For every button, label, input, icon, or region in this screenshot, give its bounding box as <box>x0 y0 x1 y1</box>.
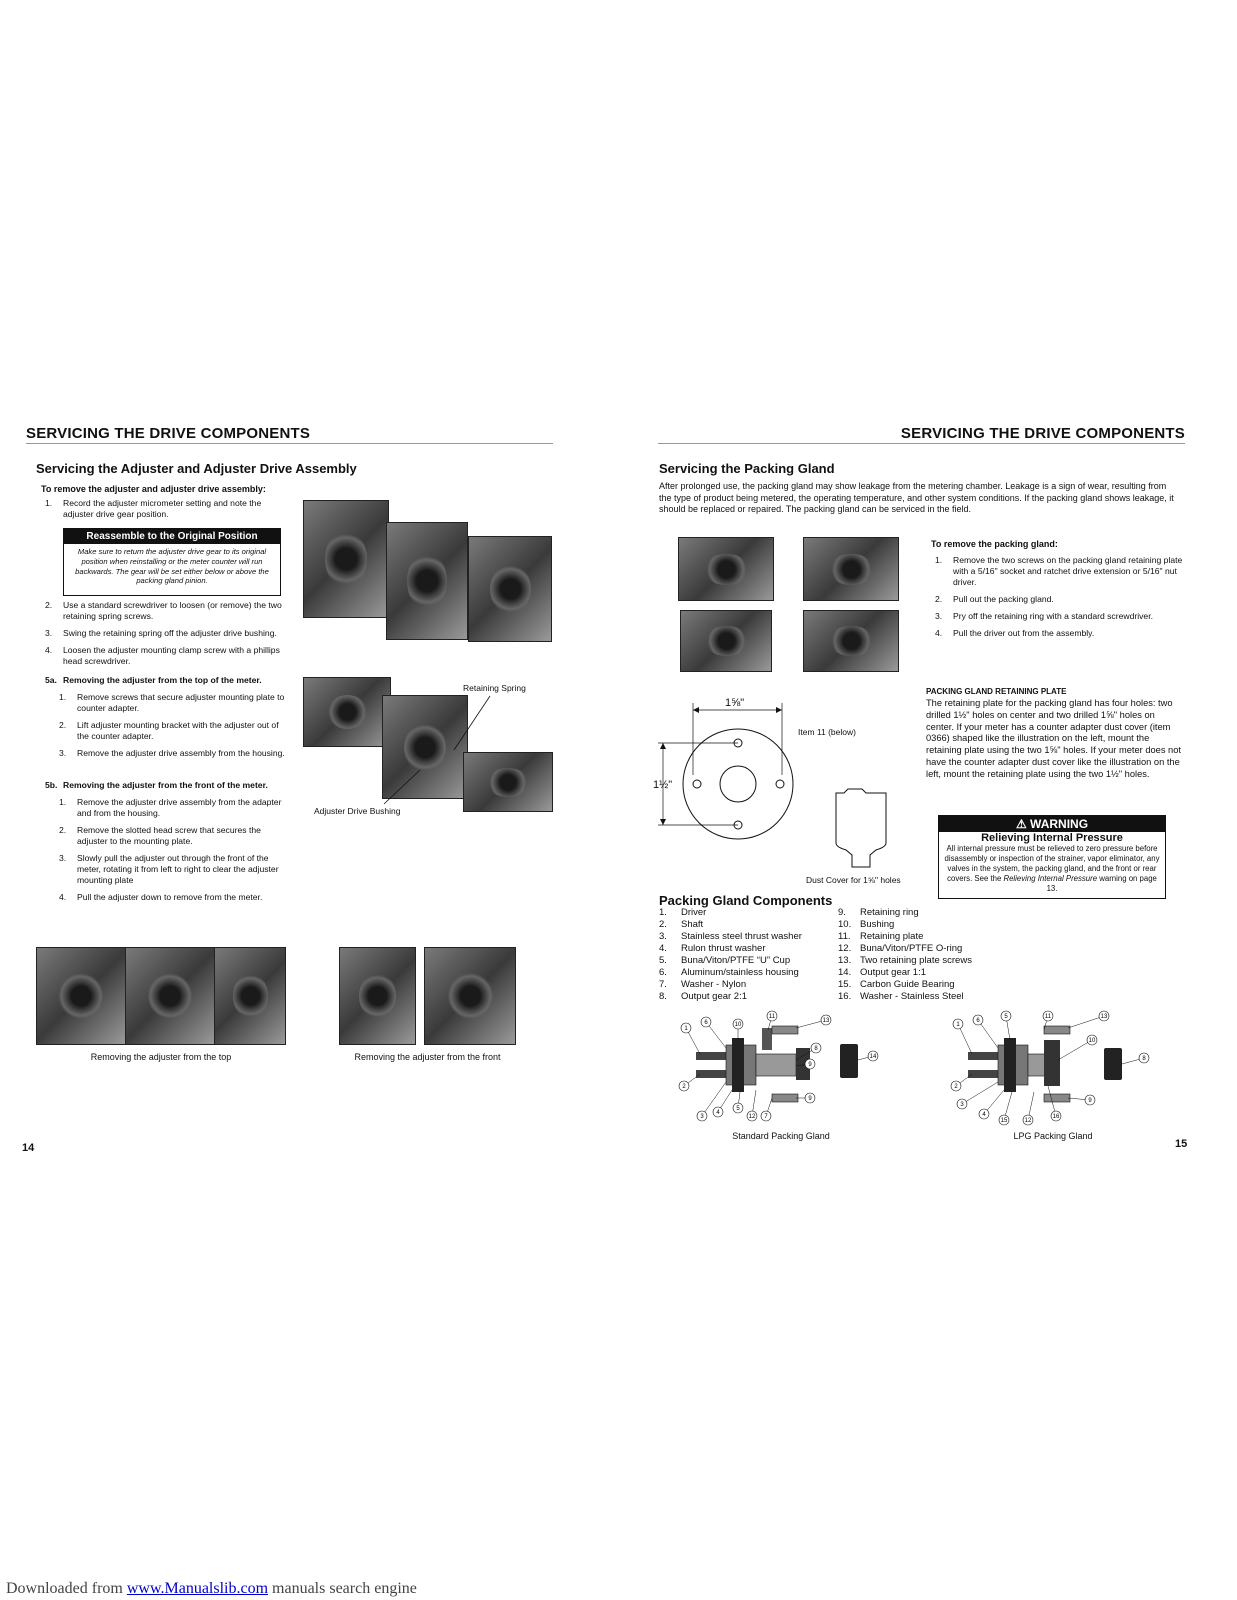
warning-box <box>938 815 1166 899</box>
packing-photo-3 <box>680 610 772 672</box>
callout-number: 10 <box>734 1022 742 1029</box>
packing-gland-intro: After prolonged use, the packing gland may show leakage from the metering chamber. Leakage is a sign of wear, resulting from the type of product being metered, the operating temperature, and other system conditions. If the packing gland shows leakage, it should be replaced or repaired. The packing gland can be serviced in the field. <box>659 481 1174 514</box>
component-15: 15. Carbon Guide Bearing <box>838 979 955 990</box>
step-5b-3: 3. Slowly pull the adjuster out through the front of the meter, rotating it from left to right to clear the adjuster mounting plate <box>59 853 279 885</box>
callout-number: 5 <box>1004 1014 1008 1021</box>
callout-number: 4 <box>982 1112 986 1119</box>
step-5a-block <box>41 675 289 765</box>
component-6: 6. Aluminum/stainless housing <box>659 967 799 978</box>
callout-number: 11 <box>768 1014 776 1021</box>
footer-prefix: Downloaded from <box>6 1580 127 1597</box>
left-page-number: 14 <box>22 1142 35 1154</box>
label-dust-cover: Dust Cover for 1⅝" holes <box>806 875 901 885</box>
component-13: 13. Two retaining plate screws <box>838 955 972 966</box>
right-page-header: SERVICING THE DRIVE COMPONENTS <box>900 425 1185 442</box>
label-leader-lines <box>380 690 500 810</box>
step-5a-heading: 5a. Removing the adjuster from the top of the meter. <box>45 675 262 685</box>
warning-text: All internal pressure must be relieved to zero pressure before disassembly or inspection of the strainer, vapor eliminator, any valves in the system, the packing gland, and the front or rear covers. See the Relieving Internal Pressure warning on page 13. <box>944 844 1160 893</box>
component-3: 3. Stainless steel thrust washer <box>659 931 802 942</box>
callout-number: 15 <box>1000 1118 1008 1125</box>
label-adjuster-drive-bushing: Adjuster Drive Bushing <box>314 806 401 816</box>
callout-text: Make sure to return the adjuster drive gear to its original position when reinstalling or the meter counter will run backwards. The gear will be set either below or above the packing gland pinion. <box>75 547 269 586</box>
right-page-number: 15 <box>1175 1138 1188 1150</box>
component-7: 7. Washer - Nylon <box>659 979 747 990</box>
packing-photo-4 <box>803 610 899 672</box>
dim-label-left: 1½" <box>653 779 673 791</box>
left-page-header: SERVICING THE DRIVE COMPONENTS <box>26 425 311 442</box>
callout-number: 6 <box>976 1018 980 1025</box>
step-1: 1. Record the adjuster micrometer setting and note the adjuster drive gear position. <box>45 498 262 519</box>
warning-title: ⚠ WARNING <box>939 816 1165 832</box>
left-steps-2-4 <box>41 600 289 673</box>
adjuster-photo-4 <box>303 677 391 747</box>
components-list-right <box>838 907 972 1003</box>
callout-number: 3 <box>960 1102 964 1109</box>
step-5a-1: 1. Remove screws that secure adjuster mounting plate to counter adapter. <box>59 692 285 713</box>
packing-gland-steps <box>931 555 1183 645</box>
callout-number: 14 <box>869 1054 877 1061</box>
callout-number: 1 <box>684 1026 688 1033</box>
callout-number: 13 <box>1100 1014 1108 1021</box>
label-item-11: Item 11 (below) <box>798 727 856 737</box>
pg-step-2: 2. Pull out the packing gland. <box>935 594 1054 604</box>
retaining-plate-diagram <box>650 695 920 890</box>
top-removal-photo-3 <box>214 947 286 1045</box>
callout-number: 9 <box>808 1062 812 1069</box>
component-12: 12. Buna/Viton/PTFE O-ring <box>838 943 963 954</box>
manualslib-link[interactable]: www.Manualslib.com <box>126 1580 269 1597</box>
step-5b-2: 2. Remove the slotted head screw that secures the adjuster to the mounting plate. <box>59 825 261 846</box>
component-16: 16. Washer - Stainless Steel <box>838 991 964 1002</box>
pg-step-3: 3. Pry off the retaining ring with a standard screwdriver. <box>935 611 1153 621</box>
pg-step-1: 1. Remove the two screws on the packing gland retaining plate with a 5/16" socket and ratchet drive extension or 5/16" nut driver. <box>935 555 1183 587</box>
callout-number: 12 <box>748 1114 756 1121</box>
callout-number: 12 <box>1024 1118 1032 1125</box>
component-4: 4. Rulon thrust washer <box>659 943 766 954</box>
callout-title: Reassemble to the Original Position <box>64 529 280 544</box>
component-11: 11. Retaining plate <box>838 931 924 942</box>
right-section-title: Servicing the Packing Gland <box>659 461 835 476</box>
callout-number: 3 <box>700 1114 704 1121</box>
standard-packing-gland-diagram <box>676 1010 886 1128</box>
callout-number: 8 <box>1142 1056 1146 1063</box>
components-title: Packing Gland Components <box>659 893 833 908</box>
callout-leader <box>1058 1040 1092 1060</box>
packing-photo-1 <box>678 537 774 601</box>
label-retaining-spring: Retaining Spring <box>463 683 526 693</box>
callout-number: 6 <box>704 1020 708 1027</box>
adjuster-photo-3 <box>468 536 552 642</box>
callout-number: 13 <box>822 1018 830 1025</box>
caption-removing-top: Removing the adjuster from the top <box>90 1052 232 1062</box>
callout-number: 1 <box>956 1022 960 1029</box>
step-4: 4. Loosen the adjuster mounting clamp screw with a phillips head screwdriver. <box>45 645 280 666</box>
plate-heading: PACKING GLAND RETAINING PLATE <box>926 687 1067 696</box>
pg-step-4: 4. Pull the driver out from the assembly. <box>935 628 1095 638</box>
step-5b-heading: 5b. Removing the adjuster from the front of the meter. <box>45 780 268 790</box>
callout-number: 8 <box>814 1046 818 1053</box>
step-5b-1: 1. Remove the adjuster drive assembly from the adapter and from the housing. <box>59 797 282 818</box>
front-removal-photo-1 <box>339 947 416 1045</box>
step-5a-3: 3. Remove the adjuster drive assembly from the housing. <box>59 748 285 758</box>
component-8: 8. Output gear 2:1 <box>659 991 748 1002</box>
component-2: 2. Shaft <box>659 919 704 930</box>
left-header-rule <box>26 443 553 444</box>
left-section-title: Servicing the Adjuster and Adjuster Drive Assembly <box>36 461 357 476</box>
component-9: 9. Retaining ring <box>838 907 919 918</box>
left-subheading: To remove the adjuster and adjuster drive assembly: <box>41 484 266 494</box>
component-5: 5. Buna/Viton/PTFE “U” Cup <box>659 955 791 966</box>
caption-lpg-gland: LPG Packing Gland <box>1013 1131 1093 1141</box>
top-removal-photo-1 <box>36 947 126 1045</box>
step-5b-4: 4. Pull the adjuster down to remove from the meter. <box>59 892 263 902</box>
step-5b-block <box>41 780 289 909</box>
callout-number: 2 <box>682 1084 686 1091</box>
components-list-left <box>659 907 802 1003</box>
callout-number: 16 <box>1052 1114 1060 1121</box>
left-step-list <box>41 498 289 526</box>
lpg-packing-gland-diagram <box>948 1010 1158 1128</box>
callout-leader <box>962 1082 998 1104</box>
callout-leader <box>1068 1016 1104 1028</box>
step-3: 3. Swing the retaining spring off the adjuster drive bushing. <box>45 628 277 638</box>
right-subheading: To remove the packing gland: <box>931 539 1058 549</box>
component-10: 10. Bushing <box>838 919 895 930</box>
packing-photo-2 <box>803 537 899 601</box>
step-2: 2. Use a standard screwdriver to loosen (or remove) the two retaining spring screws. <box>45 600 282 621</box>
callout-number: 7 <box>764 1114 768 1121</box>
footer-suffix: manuals search engine <box>268 1580 417 1597</box>
right-header-rule <box>658 443 1185 444</box>
warning-subtitle: Relieving Internal Pressure <box>981 832 1123 844</box>
step-5a-2: 2. Lift adjuster mounting bracket with the adjuster out of the counter adapter. <box>59 720 279 741</box>
callout-number: 5 <box>736 1106 740 1113</box>
top-removal-photo-2 <box>125 947 215 1045</box>
callout-number: 10 <box>1088 1038 1096 1045</box>
adjuster-photo-1 <box>303 500 389 618</box>
download-footer <box>6 1580 417 1598</box>
callout-number: 9 <box>808 1096 812 1103</box>
dim-label-top: 1⅝" <box>725 697 745 709</box>
caption-removing-front: Removing the adjuster from the front <box>354 1052 501 1062</box>
front-removal-photo-2 <box>424 947 516 1045</box>
callout-number: 4 <box>716 1110 720 1117</box>
plate-text: The retaining plate for the packing gland has four holes: two drilled 1½" holes on center and two drilled 1⅝" holes on center. If your meter has a counter adapter dust cover (item 0366) shaped like the illustration on the left, mount the retaining plate using the two 1⅝" holes. If your meter does not have the counter adapter dust cover like the illustration on the left, mount the retaining plate using the two 1½" holes. <box>926 698 1181 779</box>
adjuster-photo-2 <box>386 522 468 640</box>
caption-standard-gland: Standard Packing Gland <box>732 1131 830 1141</box>
component-14: 14. Output gear 1:1 <box>838 967 927 978</box>
reassemble-callout <box>63 528 281 596</box>
component-1: 1. Driver <box>659 907 707 918</box>
callout-number: 11 <box>1044 1014 1052 1021</box>
callout-number: 9 <box>1088 1098 1092 1105</box>
callout-number: 2 <box>954 1084 958 1091</box>
